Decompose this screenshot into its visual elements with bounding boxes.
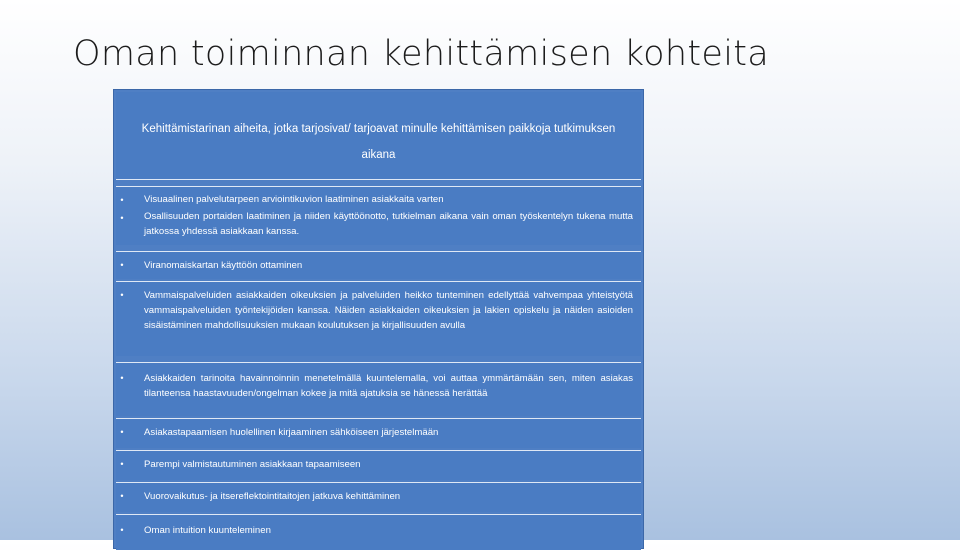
- table-header: Kehittämistarinan aiheita, jotka tarjosivat/ tarjoavat minulle kehittämisen paikkoja tutkimuksen aikana: [116, 92, 641, 180]
- bullet-icon: •: [120, 427, 124, 437]
- development-table: [113, 89, 644, 549]
- table-row: [116, 281, 641, 356]
- list-item: Visuaalinen palvelutarpeen arviointikuvion laatiminen asiakkaita varten: [144, 194, 444, 205]
- list-item: Vuorovaikutus- ja itsereflektointitaitojen jatkuva kehittäminen: [144, 491, 401, 502]
- table-row: [116, 251, 641, 279]
- table-row: [116, 186, 641, 245]
- list-item: Oman intuition kuunteleminen: [144, 525, 271, 536]
- bullet-icon: •: [120, 373, 124, 383]
- table-row: [116, 482, 641, 512]
- bullet-icon: •: [120, 525, 124, 535]
- table-row: [116, 362, 641, 416]
- table-row: [116, 450, 641, 480]
- list-item: Vammaispalveluiden asiakkaiden oikeuksien ja palveluiden heikko tunteminen edellyttää vahvempaa yhteistyötä vammaispalveluiden työntekijöiden kanssa. Näiden asiakkaiden oikeuksien ja lakien opiskelu ja näiden asioiden sisäistäminen mahdollisuuksien mukaan koulutuksen ja kirjallisuuden avulla: [144, 290, 633, 331]
- table-row: [116, 514, 641, 550]
- list-item: Viranomaiskartan käyttöön ottaminen: [144, 260, 303, 271]
- bullet-icon: •: [120, 213, 124, 223]
- list-item: Asiakkaiden tarinoita havainnoinnin menetelmällä kuuntelemalla, voi auttaa ymmärtämään sen, miten asiakas tilanteensa haastavuuden/ongelman kokee ja mitä ajatuksia se hänessä herättää: [144, 373, 633, 399]
- bullet-icon: •: [120, 260, 124, 270]
- bullet-icon: •: [120, 491, 124, 501]
- slide-title: Oman toiminnan kehittämisen kohteita: [73, 34, 770, 74]
- list-item: Parempi valmistautuminen asiakkaan tapaamiseen: [144, 459, 361, 470]
- bullet-icon: •: [120, 290, 124, 300]
- bullet-icon: •: [120, 459, 124, 469]
- list-item: Osallisuuden portaiden laatiminen ja niiden käyttöönotto, tutkielman aikana vain oman työskentelyn tukena mutta jatkossa yhdessä asiakkaan kanssa.: [144, 211, 633, 237]
- table-row: [116, 418, 641, 448]
- bullet-icon: •: [120, 195, 124, 205]
- list-item: Asiakastapaamisen huolellinen kirjaaminen sähköiseen järjestelmään: [144, 427, 439, 438]
